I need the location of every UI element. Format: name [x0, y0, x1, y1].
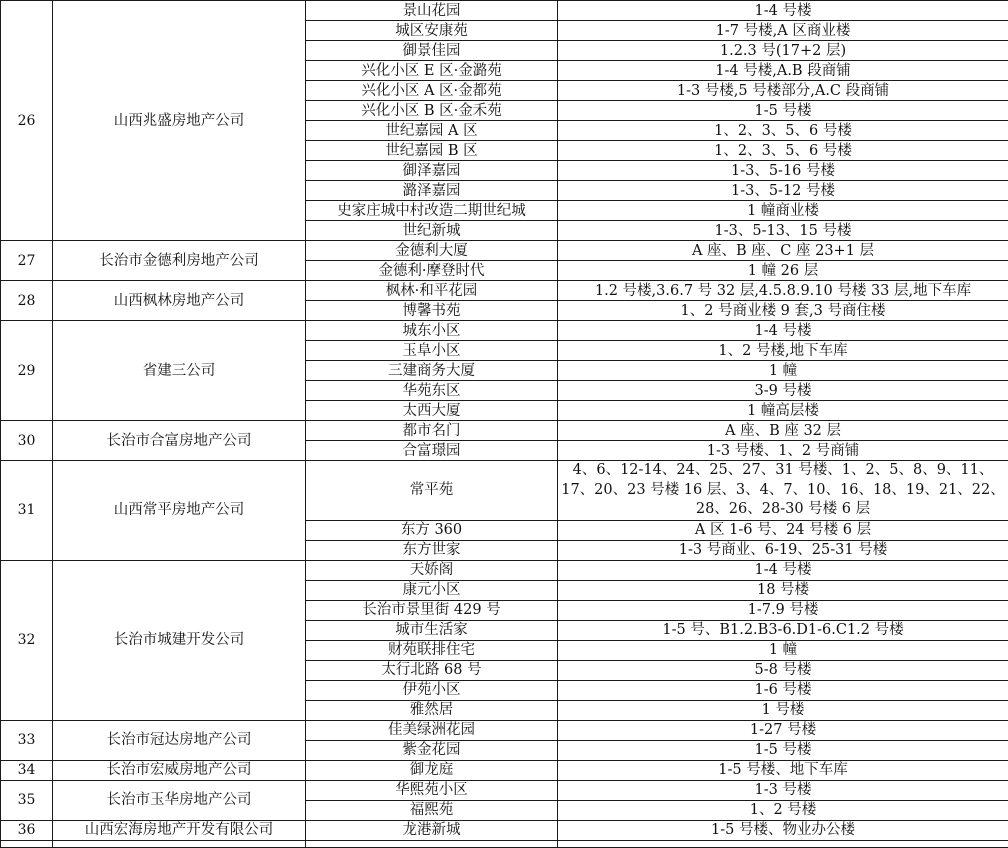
table-row [1, 760, 1008, 780]
project-name: 龙港新城 [306, 820, 558, 840]
building-scope: 1-5 号楼、地下车库 [558, 760, 1008, 780]
project-name: 佳美绿洲花园 [306, 720, 558, 740]
project-name: 世纪嘉园 B 区 [306, 141, 558, 161]
project-name: 紫金花园 [306, 740, 558, 760]
project-name: 兴化小区 B 区·金禾苑 [306, 101, 558, 121]
company-name: 长治市金德利房地产公司 [53, 241, 306, 281]
empty-cell [558, 840, 1008, 847]
building-scope: 1 幢 [558, 640, 1008, 660]
project-name: 东方 360 [306, 520, 558, 540]
project-name: 城东小区 [306, 321, 558, 341]
company-name: 长治市合富房地产公司 [53, 421, 306, 461]
company-name: 山西常平房地产公司 [53, 461, 306, 561]
project-name: 兴化小区 A 区·金都苑 [306, 81, 558, 101]
building-scope: 1-3、5-12 号楼 [558, 181, 1008, 201]
project-name: 御泽嘉园 [306, 161, 558, 181]
building-scope: 1.2 号楼,3.6.7 号 32 层,4.5.8.9.10 号楼 33 层,地下车库 [558, 281, 1008, 301]
company-name: 省建三公司 [53, 321, 306, 421]
group-number: 35 [1, 780, 53, 820]
project-name: 兴化小区 E 区·金潞苑 [306, 61, 558, 81]
project-name: 太西大厦 [306, 401, 558, 421]
project-name: 伊苑小区 [306, 680, 558, 700]
table-row [1, 461, 1008, 521]
table-row [1, 281, 1008, 301]
group-number: 30 [1, 421, 53, 461]
building-scope: A 座、B 座 32 层 [558, 421, 1008, 441]
building-scope: 1-5 号楼 [558, 740, 1008, 760]
building-scope: 1-6 号楼 [558, 680, 1008, 700]
project-name: 康元小区 [306, 580, 558, 600]
project-name: 枫林·和平花园 [306, 281, 558, 301]
building-scope: 1-3 号楼、1、2 号商铺 [558, 441, 1008, 461]
company-name: 长治市宏威房地产公司 [53, 760, 306, 780]
building-scope: 1-3、5-16 号楼 [558, 161, 1008, 181]
building-scope: 1 幢 26 层 [558, 261, 1008, 281]
group-number: 27 [1, 241, 53, 281]
project-name: 东方世家 [306, 540, 558, 560]
table-body [1, 1, 1008, 848]
project-name: 御景佳园 [306, 41, 558, 61]
building-scope: 1-3、5-13、15 号楼 [558, 221, 1008, 241]
project-name: 玉阜小区 [306, 341, 558, 361]
building-scope: 1、2、3、5、6 号楼 [558, 121, 1008, 141]
building-scope: 1-5 号楼 [558, 101, 1008, 121]
building-scope: 1.2.3 号(17+2 层) [558, 41, 1008, 61]
building-scope: 1-4 号楼 [558, 1, 1008, 21]
project-name: 世纪新城 [306, 221, 558, 241]
building-scope: 1-3 号楼 [558, 780, 1008, 800]
project-name: 三建商务大厦 [306, 361, 558, 381]
company-name: 长治市城建开发公司 [53, 560, 306, 720]
group-number: 28 [1, 281, 53, 321]
company-name: 山西兆盛房地产公司 [53, 1, 306, 241]
table-row [1, 780, 1008, 800]
group-number: 34 [1, 760, 53, 780]
building-scope: 1-3 号商业、6-19、25-31 号楼 [558, 540, 1008, 560]
table-row [1, 820, 1008, 840]
group-number: 26 [1, 1, 53, 241]
project-name: 金德利大厦 [306, 241, 558, 261]
building-scope: 1 号楼 [558, 700, 1008, 720]
project-name: 潞泽嘉园 [306, 181, 558, 201]
group-number: 36 [1, 820, 53, 840]
company-name: 山西枫林房地产公司 [53, 281, 306, 321]
building-scope: 1 幢高层楼 [558, 401, 1008, 421]
project-name: 雅然居 [306, 700, 558, 720]
project-name: 史家庄城中村改造二期世纪城 [306, 201, 558, 221]
company-name: 山西宏海房地产开发有限公司 [53, 820, 306, 840]
table-row [1, 421, 1008, 441]
project-name: 福熙苑 [306, 800, 558, 820]
building-scope: 1-3 号楼,5 号楼部分,A.C 段商铺 [558, 81, 1008, 101]
project-name: 华苑东区 [306, 381, 558, 401]
project-name: 金德利·摩登时代 [306, 261, 558, 281]
empty-cell [53, 840, 306, 847]
project-name: 博馨书苑 [306, 301, 558, 321]
empty-cell [1, 840, 53, 847]
table-row [1, 720, 1008, 740]
group-number: 31 [1, 461, 53, 561]
building-scope: 1-5 号、B1.2.B3-6.D1-6.C1.2 号楼 [558, 620, 1008, 640]
company-name: 长治市冠达房地产公司 [53, 720, 306, 760]
building-scope: 1、2 号楼,地下车库 [558, 341, 1008, 361]
building-scope: 4、6、12-14、24、25、27、31 号楼、1、2、5、8、9、11、17、20、23 号楼 16 层、3、4、7、10、16、18、19、21、22、28、26、28-30 号楼 6 层 [558, 461, 1008, 521]
project-name: 长治市景里街 429 号 [306, 600, 558, 620]
building-scope: 18 号楼 [558, 580, 1008, 600]
building-scope: A 座、B 座、C 座 23+1 层 [558, 241, 1008, 261]
group-number: 32 [1, 560, 53, 720]
project-name: 天娇阁 [306, 560, 558, 580]
building-scope: 1-4 号楼 [558, 321, 1008, 341]
table-row [1, 560, 1008, 580]
building-scope: 1、2 号楼 [558, 800, 1008, 820]
project-name: 城市生活家 [306, 620, 558, 640]
building-scope: 3-9 号楼 [558, 381, 1008, 401]
project-name: 合富璟园 [306, 441, 558, 461]
project-name: 太行北路 68 号 [306, 660, 558, 680]
project-name: 常平苑 [306, 461, 558, 521]
building-scope: 1-7.9 号楼 [558, 600, 1008, 620]
table-row [1, 1, 1008, 21]
building-scope: 1-4 号楼 [558, 560, 1008, 580]
project-name: 财苑联排住宅 [306, 640, 558, 660]
company-name: 长治市玉华房地产公司 [53, 780, 306, 820]
project-name: 城区安康苑 [306, 21, 558, 41]
building-scope: 1 幢 [558, 361, 1008, 381]
empty-cell [306, 840, 558, 847]
project-name: 华熙苑小区 [306, 780, 558, 800]
group-number: 29 [1, 321, 53, 421]
table-row [1, 241, 1008, 261]
table-row [1, 321, 1008, 341]
project-name: 都市名门 [306, 421, 558, 441]
building-scope: A 区 1-6 号、24 号楼 6 层 [558, 520, 1008, 540]
project-name: 御龙庭 [306, 760, 558, 780]
group-number: 33 [1, 720, 53, 760]
building-scope: 1、2、3、5、6 号楼 [558, 141, 1008, 161]
project-name: 世纪嘉园 A 区 [306, 121, 558, 141]
building-scope: 1-7 号楼,A 区商业楼 [558, 21, 1008, 41]
building-scope: 1-27 号楼 [558, 720, 1008, 740]
building-scope: 1 幢商业楼 [558, 201, 1008, 221]
building-scope: 5-8 号楼 [558, 660, 1008, 680]
building-scope: 1-4 号楼,A.B 段商铺 [558, 61, 1008, 81]
building-scope: 1、2 号商业楼 9 套,3 号商住楼 [558, 301, 1008, 321]
project-name: 景山花园 [306, 1, 558, 21]
building-scope: 1-5 号楼、物业办公楼 [558, 820, 1008, 840]
table-row-cutoff [1, 840, 1008, 847]
